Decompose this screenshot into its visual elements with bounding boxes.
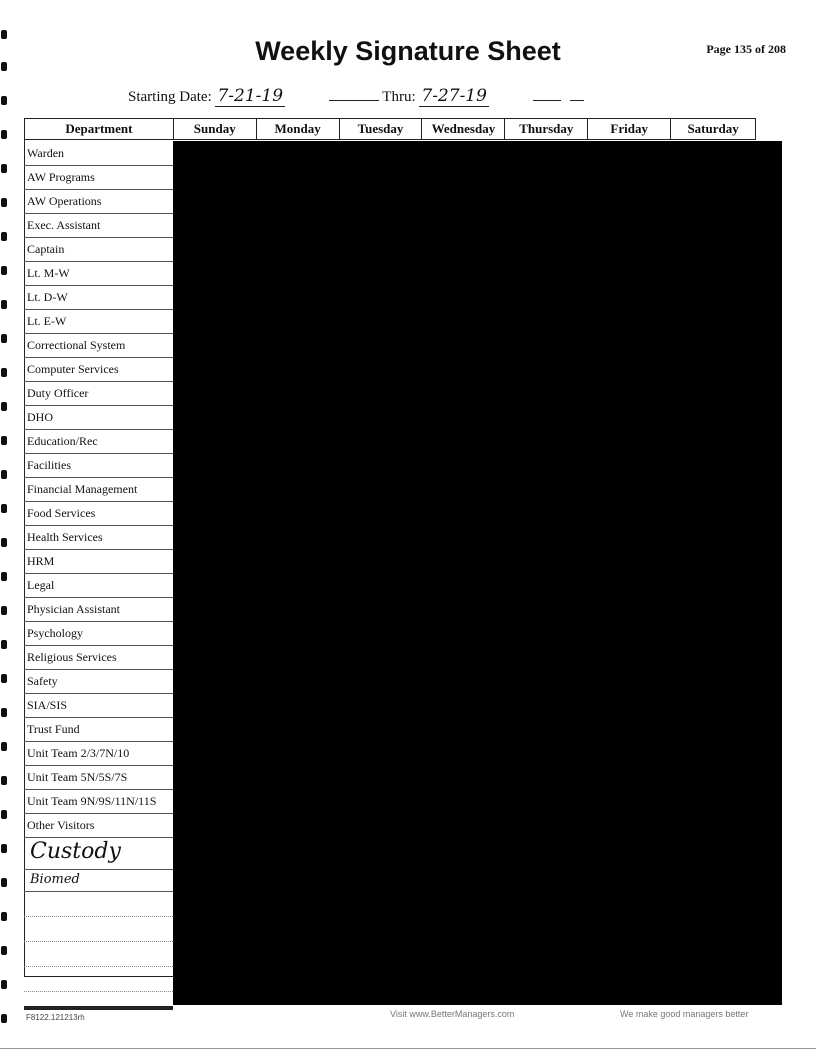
table-row: Unit Team 5N/5S/7S xyxy=(24,766,173,790)
header-wednesday: Wednesday xyxy=(422,119,505,139)
table-row: Food Services xyxy=(24,502,173,526)
table-row: Duty Officer xyxy=(24,382,173,406)
date-range xyxy=(128,86,584,106)
table-row: Religious Services xyxy=(24,646,173,670)
table-row: HRM xyxy=(24,550,173,574)
table-header xyxy=(24,118,756,140)
table-row: Computer Services xyxy=(24,358,173,382)
footer-website: Visit www.BetterManagers.com xyxy=(390,1009,515,1019)
page-number: Page 135 of 208 xyxy=(706,42,786,56)
handwritten-biomed: Biomed xyxy=(24,870,173,892)
table-row: AW Operations xyxy=(24,190,173,214)
redaction-block xyxy=(173,141,782,1005)
table-row: Warden xyxy=(24,142,173,166)
blank-row xyxy=(24,892,173,917)
header-sunday: Sunday xyxy=(174,119,257,139)
starting-date-value: 7-21-19 xyxy=(217,86,284,106)
header-thursday: Thursday xyxy=(505,119,588,139)
table-row: Physician Assistant xyxy=(24,598,173,622)
table-row: SIA/SIS xyxy=(24,694,173,718)
thru-label: Thru: xyxy=(382,89,416,105)
table-row: Health Services xyxy=(24,526,173,550)
blank-row xyxy=(24,942,173,967)
table-row: Education/Rec xyxy=(24,430,173,454)
page-bottom-edge xyxy=(0,1048,816,1049)
blank-row xyxy=(24,917,173,942)
table-row: Lt. M-W xyxy=(24,262,173,286)
table-row: Other Visitors xyxy=(24,814,173,838)
department-list xyxy=(24,142,173,992)
page-title: Weekly Signature Sheet xyxy=(255,36,561,66)
header-monday: Monday xyxy=(257,119,340,139)
table-row: Trust Fund xyxy=(24,718,173,742)
header-department: Department xyxy=(25,119,174,139)
form-code: F8122.121213rh xyxy=(26,1013,85,1022)
table-row: AW Programs xyxy=(24,166,173,190)
footer-tagline: We make good managers better xyxy=(620,1009,749,1019)
table-row: Captain xyxy=(24,238,173,262)
table-row: Facilities xyxy=(24,454,173,478)
table-row: Unit Team 9N/9S/11N/11S xyxy=(24,790,173,814)
header-saturday: Saturday xyxy=(687,121,739,136)
table-row: Safety xyxy=(24,670,173,694)
starting-date-label: Starting Date: xyxy=(128,89,212,105)
header-tuesday: Tuesday xyxy=(340,119,423,139)
table-row: Lt. E-W xyxy=(24,310,173,334)
table-row: Financial Management xyxy=(24,478,173,502)
thru-date-value: 7-27-19 xyxy=(421,86,487,106)
table-row: Lt. D-W xyxy=(24,286,173,310)
handwritten-custody: Custody xyxy=(24,838,173,870)
blank-row xyxy=(24,967,173,992)
header-friday: Friday xyxy=(588,119,671,139)
binder-holes xyxy=(0,0,8,1057)
footer-rule xyxy=(24,1006,173,1010)
table-row: DHO xyxy=(24,406,173,430)
table-row: Psychology xyxy=(24,622,173,646)
table-row: Unit Team 2/3/7N/10 xyxy=(24,742,173,766)
table-row: Correctional System xyxy=(24,334,173,358)
table-row: Exec. Assistant xyxy=(24,214,173,238)
table-row: Legal xyxy=(24,574,173,598)
